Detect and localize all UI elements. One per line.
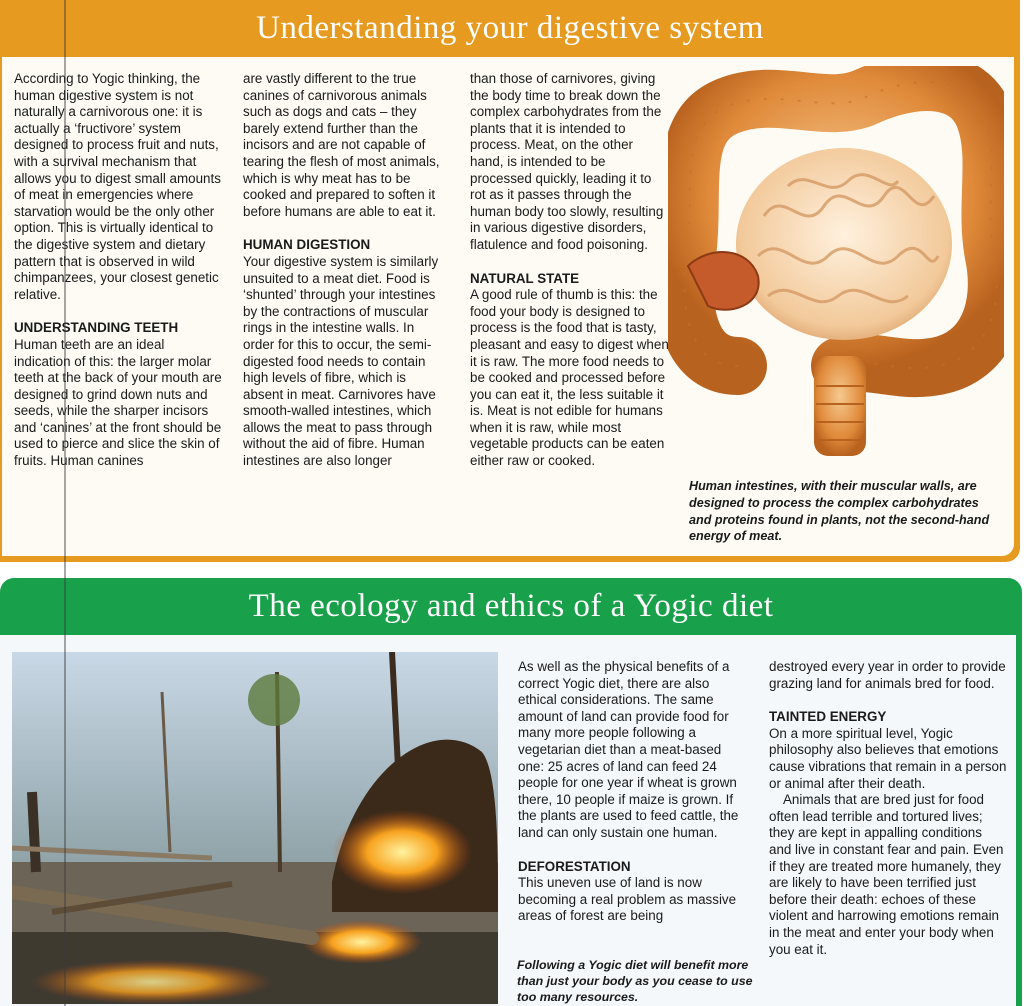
top-column-1 — [14, 71, 224, 470]
top-column-2 — [243, 71, 448, 470]
bottom-col2-intro: destroyed every year in order to provide grazing land for animals bred for food. — [769, 659, 1006, 691]
bottom-column-2 — [769, 659, 1007, 958]
understanding-teeth-heading: UNDERSTANDING TEETH — [14, 320, 179, 336]
bottom-column-1 — [518, 659, 748, 925]
bottom-col2-body: On a more spiritual level, Yogic philosophy also believes that emotions cause vibrations that remain in a person or animal after their death. — [769, 725, 1007, 791]
bottom-col1-intro: As well as the physical benefits of a correct Yogic diet, there are also ethical considerations. The same amount of land can provide food for many more people following a vegetarian diet than a meat-based one: 25 acres of land can feed 24 people for one year if wheat is grown there, 10 people if maize is grown. If the plants are used to feed cattle, the land can only sustain one human. — [518, 659, 739, 840]
page-fold-line — [64, 0, 66, 1006]
digestive-system-title: Understanding your digestive system — [256, 9, 764, 46]
top-col2-body: Your digestive system is similarly unsuited to a meat diet. Food is ‘shunted’ through your intestines by the contractions of muscular rings in the intestine walls. In order for this to occur, the semi-digested food needs to contain high levels of fibre, which is absent in meat. Carnivores have smooth-walled intestines, which allows the meat to pass through without the aid of fibre. Human intestines are also longer — [243, 253, 439, 469]
intestine-illustration — [668, 66, 1004, 462]
tainted-energy-heading: TAINTED ENERGY — [769, 709, 887, 725]
yogic-diet-caption: Following a Yogic diet will benefit more than just your body as you cease to use too many resources. — [517, 958, 753, 1004]
deforestation-heading: DEFORESTATION — [518, 858, 631, 874]
bottom-col1-body: This uneven use of land is now becoming a real problem as massive areas of forest are being — [518, 875, 737, 924]
top-col1-body: Human teeth are an ideal indication of this: the larger molar teeth at the back of your mouth are designed to grind down nuts and seeds, while the sharper incisors and ‘canines’ at the front should be used to pierce and slice the skin of fruits. Human canines — [14, 336, 222, 469]
human-digestion-heading: HUMAN DIGESTION — [243, 237, 371, 253]
burning-forest-photo — [12, 652, 498, 1004]
ecology-ethics-title: The ecology and ethics of a Yogic diet — [248, 587, 774, 624]
top-col2-intro: are vastly different to the true canines of carnivorous animals such as dogs and cats – they barely extend further than the incisors and are not capable of tearing the flesh of most animals, which is why meat has to be cooked and prepared to soften it before humans are able to eat it. — [243, 71, 440, 219]
top-column-3 — [470, 71, 670, 470]
bottom-col2-body2: Animals that are bred just for food often lead terrible and tortured lives; they are kept in appalling conditions and live in constant fear and pain. Even if they are treated more humanely, they are likely to have been terrified just before their death: echoes of these violent and harrowing emotions remain in the meat and enter your body when you eat it. — [769, 792, 1004, 957]
small-intestine — [736, 148, 952, 340]
top-col3-body: A good rule of thumb is this: the food your body is designed to process is the food that is tasty, pleasant and easy to digest when it is raw. The more food needs to be cooked and processed before you can eat it, the less suitable it is. Meat is not edible for humans when it is raw, while most vegetable products can be eaten either raw or cooked. — [470, 287, 669, 469]
natural-state-heading: NATURAL STATE — [470, 270, 580, 286]
intestine-caption: Human intestines, with their muscular walls, are designed to process the complex carbohydrates and proteins found in plants, not the second-hand energy of meat. — [689, 479, 990, 544]
top-col1-intro: According to Yogic thinking, the human digestive system is not naturally a carnivorous one: it is actually a ‘fructivore’ system designed to process fruit and nuts, with a survival mechanism that allows you to digest small amounts of meat in emergencies where starvation would be the only other option. This is virtually identical to the digestive system and dietary pattern that is observed in wild chimpanzees, your closest genetic relative. — [14, 71, 221, 302]
top-col3-intro: than those of carnivores, giving the body time to break down the complex carbohydrates from the plants that it is intended to process. Meat, on the other hand, is intended to be processed quickly, leading it to rot as it passes through the human body too slowly, resulting in various digestive disorders, flatulence and food poisoning. — [470, 71, 664, 252]
